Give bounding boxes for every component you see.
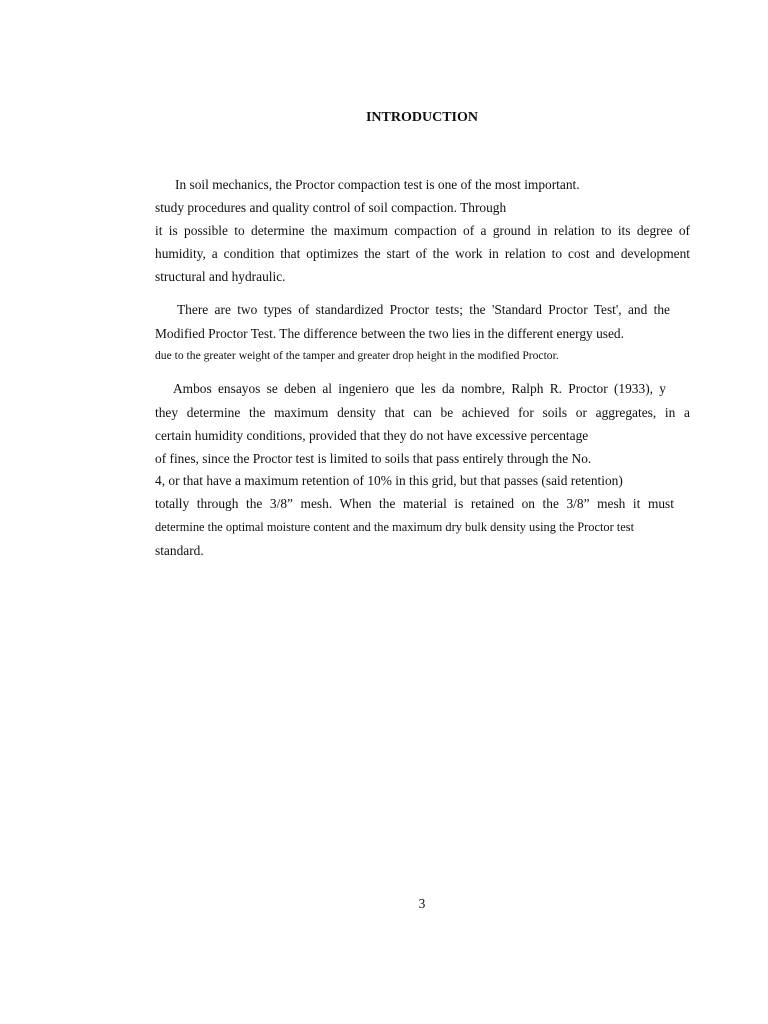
page-title: INTRODUCTION	[365, 110, 478, 125]
paragraph-1-line-4: humidity, a condition that optimizes the start of the work in relation to cost and development	[155, 246, 690, 261]
paragraph-2-line-2: Modified Proctor Test. The difference between the two lies in the different energy used.	[155, 326, 624, 341]
paragraph-3-line-5: 4, or that have a maximum retention of 10% in this grid, but that passes (said retention)	[155, 473, 623, 488]
paragraph-3-line-4: of fines, since the Proctor test is limited to soils that pass entirely through the No.	[155, 451, 592, 466]
paragraph-1-line-3: it is possible to determine the maximum compaction of a ground in relation to its degree of	[155, 223, 690, 238]
paragraph-3-line-8: standard.	[155, 543, 204, 558]
paragraph-3-line-7: determine the optimal moisture content and the maximum dry bulk density using the Proctor test	[155, 520, 635, 534]
paragraph-2-line-1: There are two types of standardized Proctor tests; the 'Standard Proctor Test', and the	[177, 302, 670, 317]
paragraph-1-line-5: structural and hydraulic.	[155, 269, 286, 284]
paragraph-3-line-1: Ambos ensayos se deben al ingeniero que les da nombre, Ralph R. Proctor (1933), y	[173, 381, 666, 396]
paragraph-3-line-2: they determine the maximum density that can be achieved for soils or aggregates, in a	[155, 405, 690, 420]
paragraph-3-line-6: totally through the 3/8” mesh. When the material is retained on the 3/8” mesh it must	[155, 496, 674, 511]
paragraph-1-line-1: In soil mechanics, the Proctor compaction test is one of the most important.	[175, 177, 580, 192]
paragraph-3-line-3: certain humidity conditions, provided that they do not have excessive percentage	[155, 428, 589, 443]
paragraph-2-line-3: due to the greater weight of the tamper and greater drop height in the modified Proctor.	[155, 349, 559, 362]
paragraph-1-line-2: study procedures and quality control of soil compaction. Through	[155, 200, 507, 215]
page-number: 3	[418, 896, 426, 911]
